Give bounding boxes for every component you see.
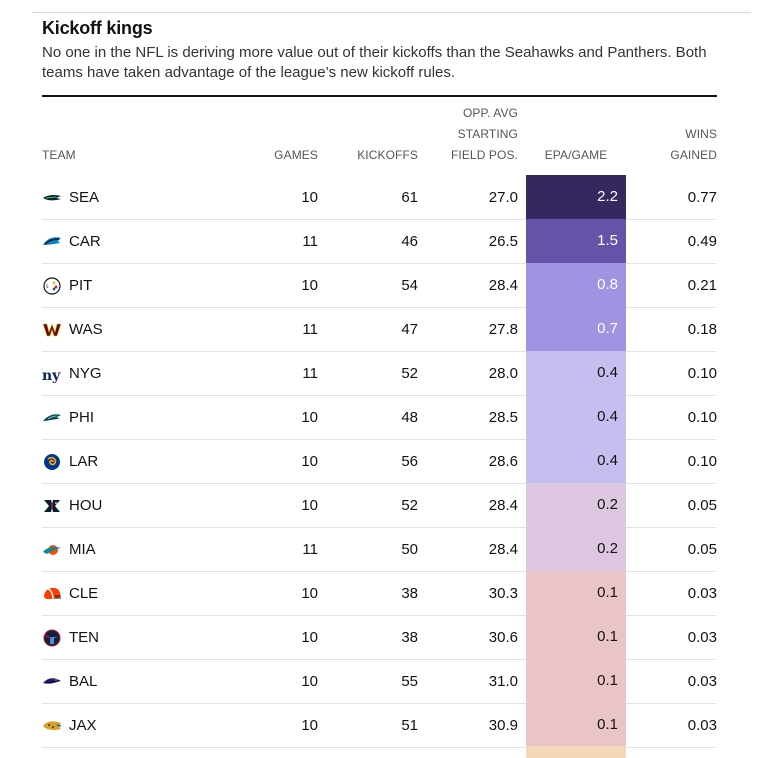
col-header-opp-line3: FIELD POS. [450,148,518,162]
epa-cell: 0.8 [526,263,626,307]
team-cell [42,704,97,747]
opp-field-pos-cell: 30.9 [488,717,518,734]
epa-cell: 0.4 [526,395,626,439]
table-row [42,484,717,528]
kickoffs-cell: 50 [401,541,418,558]
col-header-epa: EPA/GAME [544,148,608,162]
team-abbr: WAS [69,321,103,338]
wins-gained-cell: 0.10 [687,409,717,426]
epa-cell: 0.1 [526,703,626,747]
kickoffs-cell: 38 [401,585,418,602]
seahawks-logo-icon [42,189,62,207]
team-abbr: JAX [69,717,97,734]
kickoffs-cell: 56 [401,453,418,470]
games-cell: 11 [302,233,318,250]
kickoffs-cell: 51 [401,717,418,734]
epa-cell: 0.1 [526,615,626,659]
epa-cell: 0.2 [526,527,626,571]
titans-logo-icon [42,629,62,647]
wins-gained-cell: 0.05 [687,497,717,514]
team-cell [42,396,94,439]
team-cell [42,352,102,395]
table-row [42,176,717,220]
kickoffs-cell: 46 [401,233,418,250]
team-cell [42,528,96,571]
giants-logo-icon [42,365,62,383]
epa-column-continuation [526,746,626,758]
page-subtitle: No one in the NFL is deriving more value out of their kickoffs than the Seahawks and Panthers. Both teams have taken advantage of the league’s new kickoff rules. [42,44,707,81]
games-cell: 10 [301,409,318,426]
wins-gained-cell: 0.18 [687,321,717,338]
steelers-logo-icon [42,277,62,295]
epa-cell: 0.1 [526,571,626,615]
wins-gained-cell: 0.03 [687,717,717,734]
wins-gained-cell: 0.77 [687,189,717,206]
team-abbr: CLE [69,585,99,602]
team-abbr: SEA [69,189,100,206]
team-abbr: TEN [69,629,99,646]
table-row [42,352,717,396]
team-cell [42,440,98,483]
wins-gained-cell: 0.49 [687,233,717,250]
panthers-logo-icon [42,233,62,251]
team-abbr: MIA [69,541,96,558]
kickoffs-cell: 54 [401,277,418,294]
opp-field-pos-cell: 30.3 [488,585,518,602]
epa-cell: 0.4 [526,351,626,395]
opp-field-pos-cell: 28.5 [488,409,518,426]
col-header-games: GAMES [274,148,318,162]
epa-cell: 0.7 [526,307,626,351]
browns-logo-icon [42,585,62,603]
col-header-opp-line2: STARTING [457,127,518,141]
team-abbr: CAR [69,233,101,250]
opp-field-pos-cell: 26.5 [488,233,518,250]
epa-cell: 0.4 [526,439,626,483]
team-cell [42,660,97,703]
col-header-opp-line1: OPP. AVG [462,106,518,120]
page-title: Kickoff kings [42,18,153,38]
epa-cell: 0.1 [526,659,626,703]
games-cell: 11 [302,365,318,382]
team-cell [42,572,98,615]
table-body [42,176,717,748]
team-cell [42,484,102,527]
ravens-logo-icon [42,673,62,691]
team-abbr: PIT [69,277,93,294]
kickoff-table [42,97,717,748]
team-abbr: PHI [69,409,95,426]
wins-gained-cell: 0.10 [687,365,717,382]
dolphins-logo-icon [42,541,62,559]
team-cell [42,308,103,351]
jaguars-logo-icon [42,717,62,735]
svg-text:ny: ny [42,367,61,383]
games-cell: 10 [301,497,318,514]
opp-field-pos-cell: 28.4 [488,541,518,558]
col-header-wins-line1: WINS [685,127,717,141]
wins-gained-cell: 0.03 [687,673,717,690]
table-row [42,572,717,616]
team-cell [42,264,92,307]
kickoffs-cell: 52 [401,497,418,514]
col-header-wins-line2: GAINED [670,148,717,162]
table-row [42,396,717,440]
table-row [42,660,717,704]
games-cell: 10 [301,673,318,690]
games-cell: 10 [301,629,318,646]
table-row [42,616,717,660]
games-cell: 11 [302,321,318,338]
eagles-logo-icon [42,409,62,427]
col-header-opp-field-pos [428,103,518,166]
team-cell [42,616,99,659]
kickoffs-cell: 47 [401,321,418,338]
kickoffs-cell: 55 [401,673,418,690]
opp-field-pos-cell: 30.6 [488,629,518,646]
opp-field-pos-cell: 28.0 [488,365,518,382]
epa-cell: 1.5 [526,219,626,263]
table-row [42,264,717,308]
kickoffs-cell: 48 [401,409,418,426]
kickoffs-cell: 61 [401,189,418,206]
team-abbr: HOU [69,497,103,514]
wins-gained-cell: 0.21 [687,277,717,294]
games-cell: 10 [301,585,318,602]
wins-gained-cell: 0.10 [687,453,717,470]
games-cell: 10 [301,189,318,206]
wins-gained-cell: 0.03 [687,585,717,602]
opp-field-pos-cell: 27.0 [488,189,518,206]
col-header-kickoffs: KICKOFFS [357,148,418,162]
games-cell: 11 [302,541,318,558]
table-row [42,440,717,484]
kickoffs-cell: 38 [401,629,418,646]
opp-field-pos-cell: 31.0 [488,673,518,690]
col-header-wins-gained [647,124,717,166]
epa-cell: 0.2 [526,483,626,527]
rams-logo-icon [42,453,62,471]
team-cell [42,176,99,219]
col-header-team: TEAM [42,148,76,162]
wins-gained-cell: 0.03 [687,629,717,646]
table-row [42,308,717,352]
table-row [42,704,717,748]
team-abbr: NYG [69,365,102,382]
games-cell: 10 [301,717,318,734]
team-abbr: BAL [69,673,98,690]
table-header [42,97,717,176]
svg-text:S: S [46,283,49,289]
opp-field-pos-cell: 28.4 [488,277,518,294]
table-row [42,220,717,264]
kickoffs-cell: 52 [401,365,418,382]
table-row [42,528,717,572]
top-divider [0,0,765,14]
epa-cell: 2.2 [526,175,626,219]
opp-field-pos-cell: 28.4 [488,497,518,514]
team-cell [42,220,101,263]
commanders-logo-icon [42,321,62,339]
games-cell: 10 [301,453,318,470]
games-cell: 10 [301,277,318,294]
opp-field-pos-cell: 27.8 [488,321,518,338]
team-abbr: LAR [69,453,99,470]
opp-field-pos-cell: 28.6 [488,453,518,470]
wins-gained-cell: 0.05 [687,541,717,558]
texans-logo-icon [42,497,62,515]
